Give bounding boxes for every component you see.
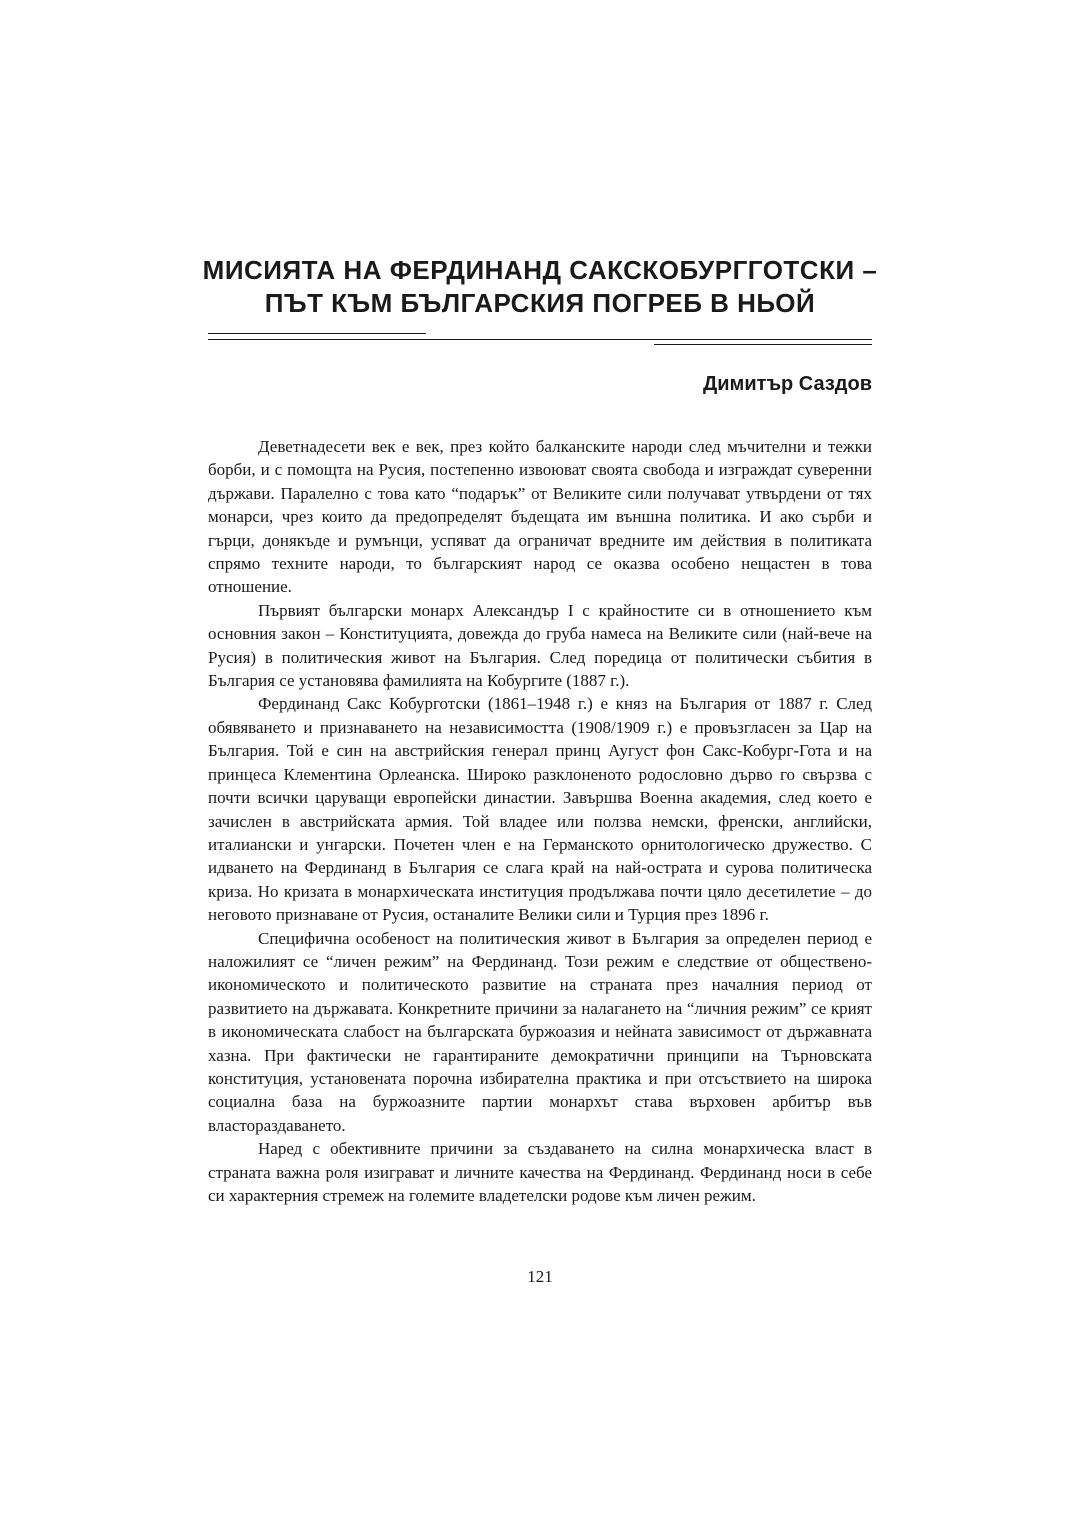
article-title — [160, 254, 920, 320]
page-number: 121 — [527, 1267, 553, 1286]
body-paragraph-3: Фердинанд Сакс Кобурготски (1861–1948 г.) е княз на България от 1887 г. След обявяването и признаването на независимостта (1908/1909 г.) е провъзгласен за Цар на България. Той е син на австрийския генерал принц Аугуст фон Сакс-Кобург-Гота и на принцеса Клементина Орлеанска. Широко разклоненото родословно дърво го свързва с почти всички царуващи европейски династии. Завършва Военна академия, след което е зачислен в австрийската армия. Той владее или ползва немски, френски, английски, италиански и унгарски. Почетен член е на Германското орнитологическо дружество. С идването на Фердинанд в България се слага край на най-острата и сурова политическа криза. Но кризата в монархическата институция продължава почти цяло десетилетие – до неговото признаване от Русия, останалите Велики сили и Турция през 1896 г. — [208, 694, 872, 925]
article-title-line-1: МИСИЯТА НА ФЕРДИНАНД САКСКОБУРГГОТСКИ – — [202, 255, 878, 285]
author-name: Димитър Саздов — [703, 373, 872, 395]
body-paragraph-4: Специфична особеност на политическия живот в България за определен период е наложилият се “личен режим” на Фердинанд. Този режим е следствие от обществено-икономическото и политическото развитие на страната през началния период от развитието на държавата. Конкретните причини за налагането на “личния режим” се крият в икономическата слабост на българската буржоазия и нейната зависимост от държавната хазна. При фактически не гарантираните демократични принципи на Търновската конституция, установената порочна избирателна практика и при отсъствието на широка социална база на буржоазните партии монархът става върховен арбитър във властораздаването. — [208, 928, 872, 1135]
title-rule-main — [208, 339, 872, 340]
body-paragraph-1: Деветнадесети век е век, през който балканските народи след мъчителни и тежки борби, и с помощта на Русия, постепенно извоюват своята свобода и изграждат суверенни държави. Паралелно с това като “подарък” от Великите сили получават утвърдени от тях монарси, чрез които да предопределят бъдещата им външна политика. И ако сърби и гърци, донякъде и румънци, успяват да ограничат вредните им действия в политиката спрямо техните народи, то българският народ се оказва особено нещастен в това отношение. — [208, 437, 872, 597]
title-rule-left-top — [208, 333, 426, 334]
article-body — [208, 435, 872, 1207]
body-paragraph-2: Първият български монарх Александър I с крайностите си в отношението към основния закон – Конституцията, довежда до груба намеса на Великите сили (най-вече на Русия) в политическия живот на България. След поредица от политически събития в България се установява фамилията на Кобургите (1887 г.). — [208, 600, 872, 691]
title-rule-right-bottom — [654, 344, 872, 345]
body-paragraph-5: Наред с обективните причини за създаването на силна монархическа власт в страната важна роля изиграват и личните качества на Фердинанд. Фердинанд носи в себе си характерния стремеж на големите владетелски родове към личен режим. — [208, 1139, 872, 1205]
article-title-line-2: ПЪТ КЪМ БЪЛГАРСКИЯ ПОГРЕБ В НЬОЙ — [264, 288, 816, 318]
